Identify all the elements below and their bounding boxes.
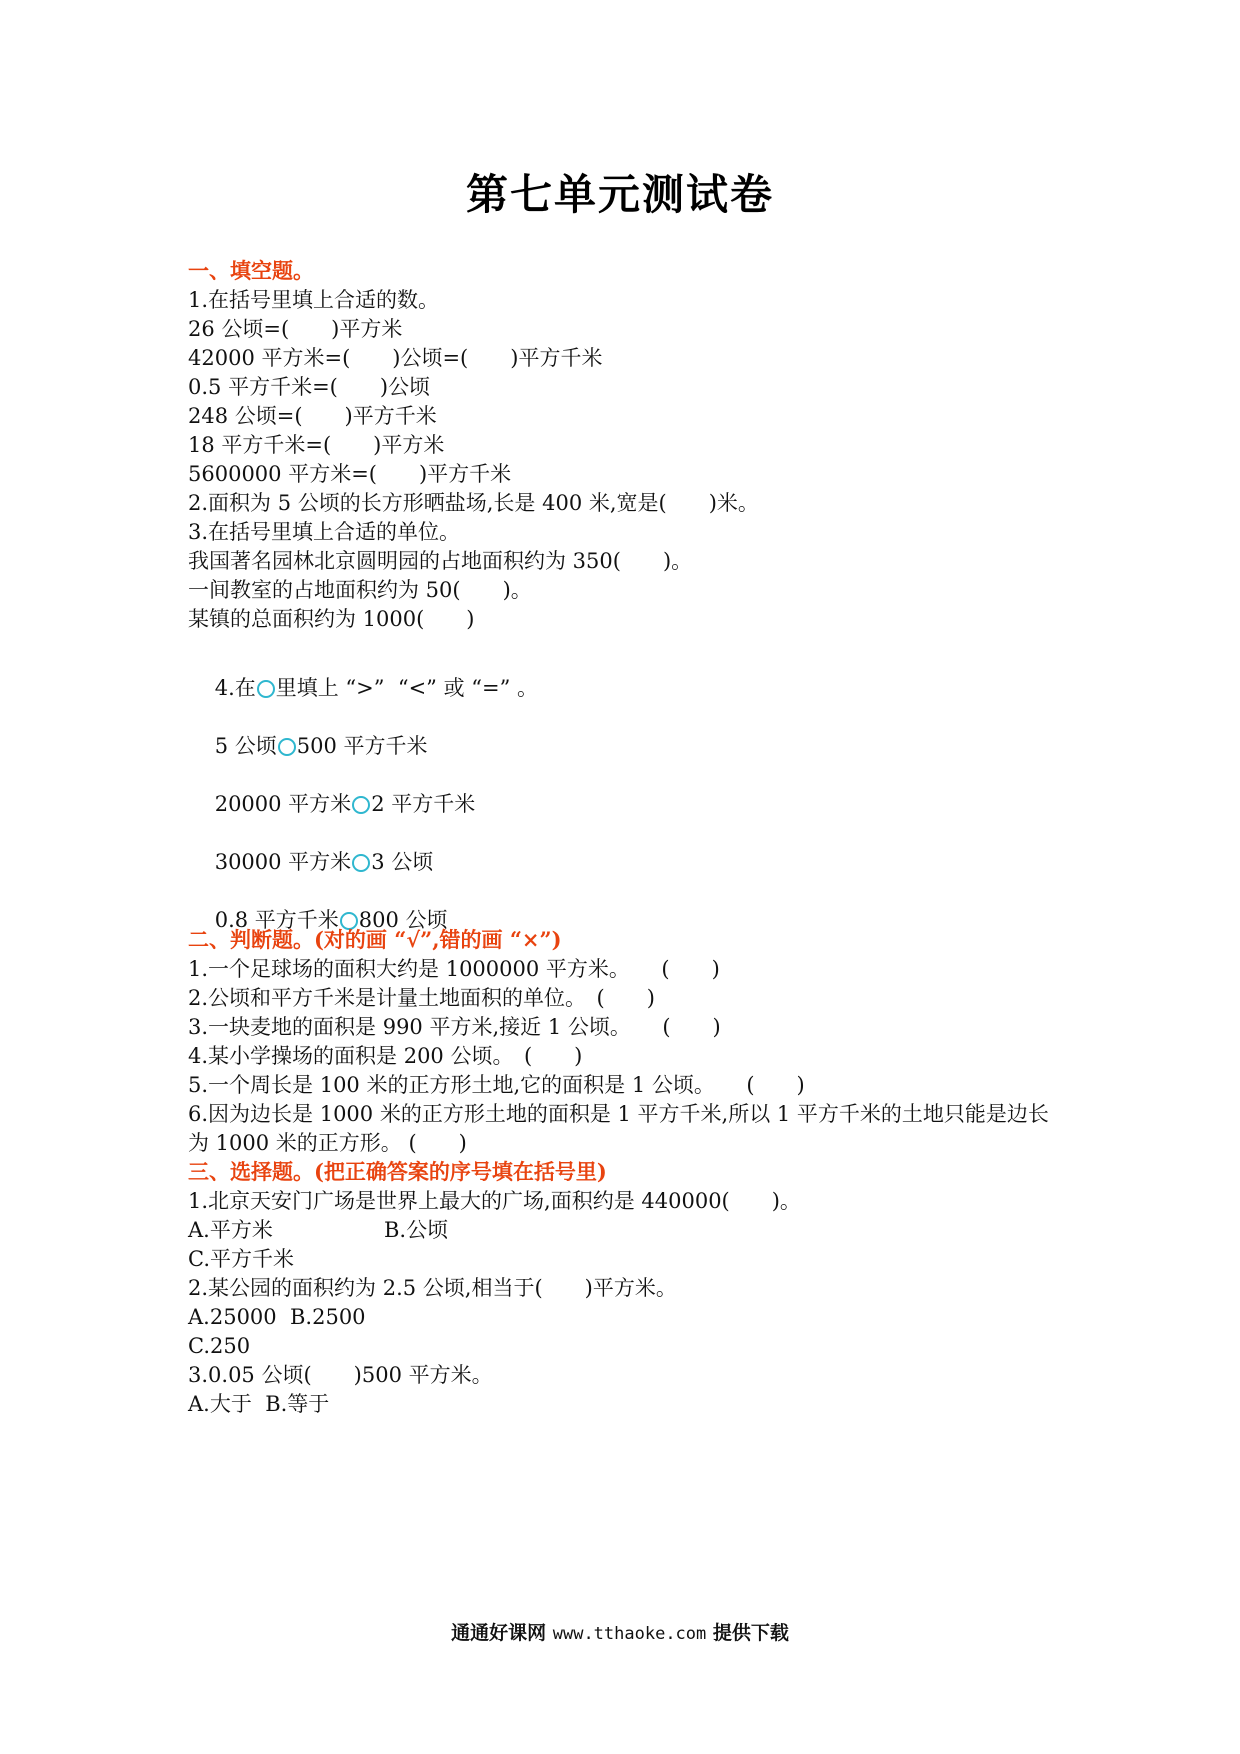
choice-option-a: A.平方米: [188, 1218, 273, 1242]
judge-item: 为 1000 米的正方形。 ( ): [188, 1131, 467, 1155]
q1-item: 5600000 平方米=( )平方千米: [188, 462, 512, 486]
page-footer: [0, 1618, 1240, 1645]
judge-item: 3.一块麦地的面积是 990 平方米,接近 1 公顷。 ( ): [188, 1015, 721, 1039]
q4-left: 5 公顷: [214, 734, 277, 758]
circle-blank-icon: [257, 680, 275, 698]
choice-option-c: C.平方千米: [188, 1247, 294, 1271]
q1-item: 248 公顷=( )平方千米: [188, 404, 437, 428]
q1-item: 26 公顷=( )平方米: [188, 317, 403, 341]
question-3: 3.在括号里填上合适的单位。: [188, 520, 461, 544]
q4-right: 3 公顷: [371, 850, 434, 874]
judge-item: 6.因为边长是 1000 米的正方形土地的面积是 1 平方千米,所以 1 平方千米的土地只能是边长: [188, 1102, 1049, 1126]
judge-item: 4.某小学操场的面积是 200 公顷。 ( ): [188, 1044, 583, 1068]
circle-blank-icon[interactable]: [352, 796, 370, 814]
choice-question-1: 1.北京天安门广场是世界上最大的广场,面积约是 440000( )。: [188, 1189, 801, 1213]
choice-question-3: 3.0.05 公顷( )500 平方米。: [188, 1363, 493, 1387]
choice-options: A.大于 B.等于: [188, 1392, 330, 1416]
footer-url[interactable]: www.tthaoke.com: [552, 1624, 707, 1644]
choice-option-c: C.250: [188, 1334, 251, 1358]
section1-heading: 一、填空题。: [188, 258, 314, 283]
circle-blank-icon[interactable]: [278, 738, 296, 756]
q3-item: 某镇的总面积约为 1000( ): [188, 607, 475, 631]
q4-right: 2 平方千米: [371, 792, 476, 816]
q3-item: 一间教室的占地面积约为 50( )。: [188, 578, 532, 602]
choice-question-2: 2.某公园的面积约为 2.5 公顷,相当于( )平方米。: [188, 1276, 677, 1300]
q1-item: 42000 平方米=( )公顷=( )平方千米: [188, 346, 603, 370]
question-1: 1.在括号里填上合适的数。: [188, 288, 440, 312]
judge-item: 5.一个周长是 100 米的正方形土地,它的面积是 1 公顷。 ( ): [188, 1073, 805, 1097]
q4-right: 500 平方千米: [296, 734, 428, 758]
page-title: 第七单元测试卷: [465, 170, 774, 219]
footer-download-text: 提供下载: [712, 1622, 789, 1644]
q3-item: 我国著名园林北京圆明园的占地面积约为 350( )。: [188, 549, 693, 573]
judge-item: 2.公顷和平方千米是计量土地面积的单位。 ( ): [188, 986, 655, 1010]
q4-left: 0.8 平方千米: [214, 908, 339, 932]
q4-suffix: 里填上 “>” “<” 或 “=” 。: [275, 676, 539, 700]
section2-heading: 二、判断题。(对的画 “√”,错的画 “×”): [188, 927, 562, 952]
choice-option-b: B.公顷: [384, 1218, 449, 1242]
circle-blank-icon[interactable]: [352, 854, 370, 872]
footer-site-name: 通通好课网: [451, 1622, 547, 1644]
question-2: 2.面积为 5 公顷的长方形晒盐场,长是 400 米,宽是( )米。: [188, 491, 759, 515]
q4-left: 30000 平方米: [214, 850, 352, 874]
section3-heading: 三、选择题。(把正确答案的序号填在括号里): [188, 1159, 607, 1184]
choice-options: A.25000 B.2500: [188, 1305, 366, 1329]
q1-item: 18 平方千米=( )平方米: [188, 433, 445, 457]
q4-prefix: 4.在: [214, 676, 256, 700]
judge-item: 1.一个足球场的面积大约是 1000000 平方米。 ( ): [188, 957, 720, 981]
q1-item: 0.5 平方千米=( )公顷: [188, 375, 431, 399]
q4-right: 800 公顷: [358, 908, 448, 932]
q4-left: 20000 平方米: [214, 792, 352, 816]
